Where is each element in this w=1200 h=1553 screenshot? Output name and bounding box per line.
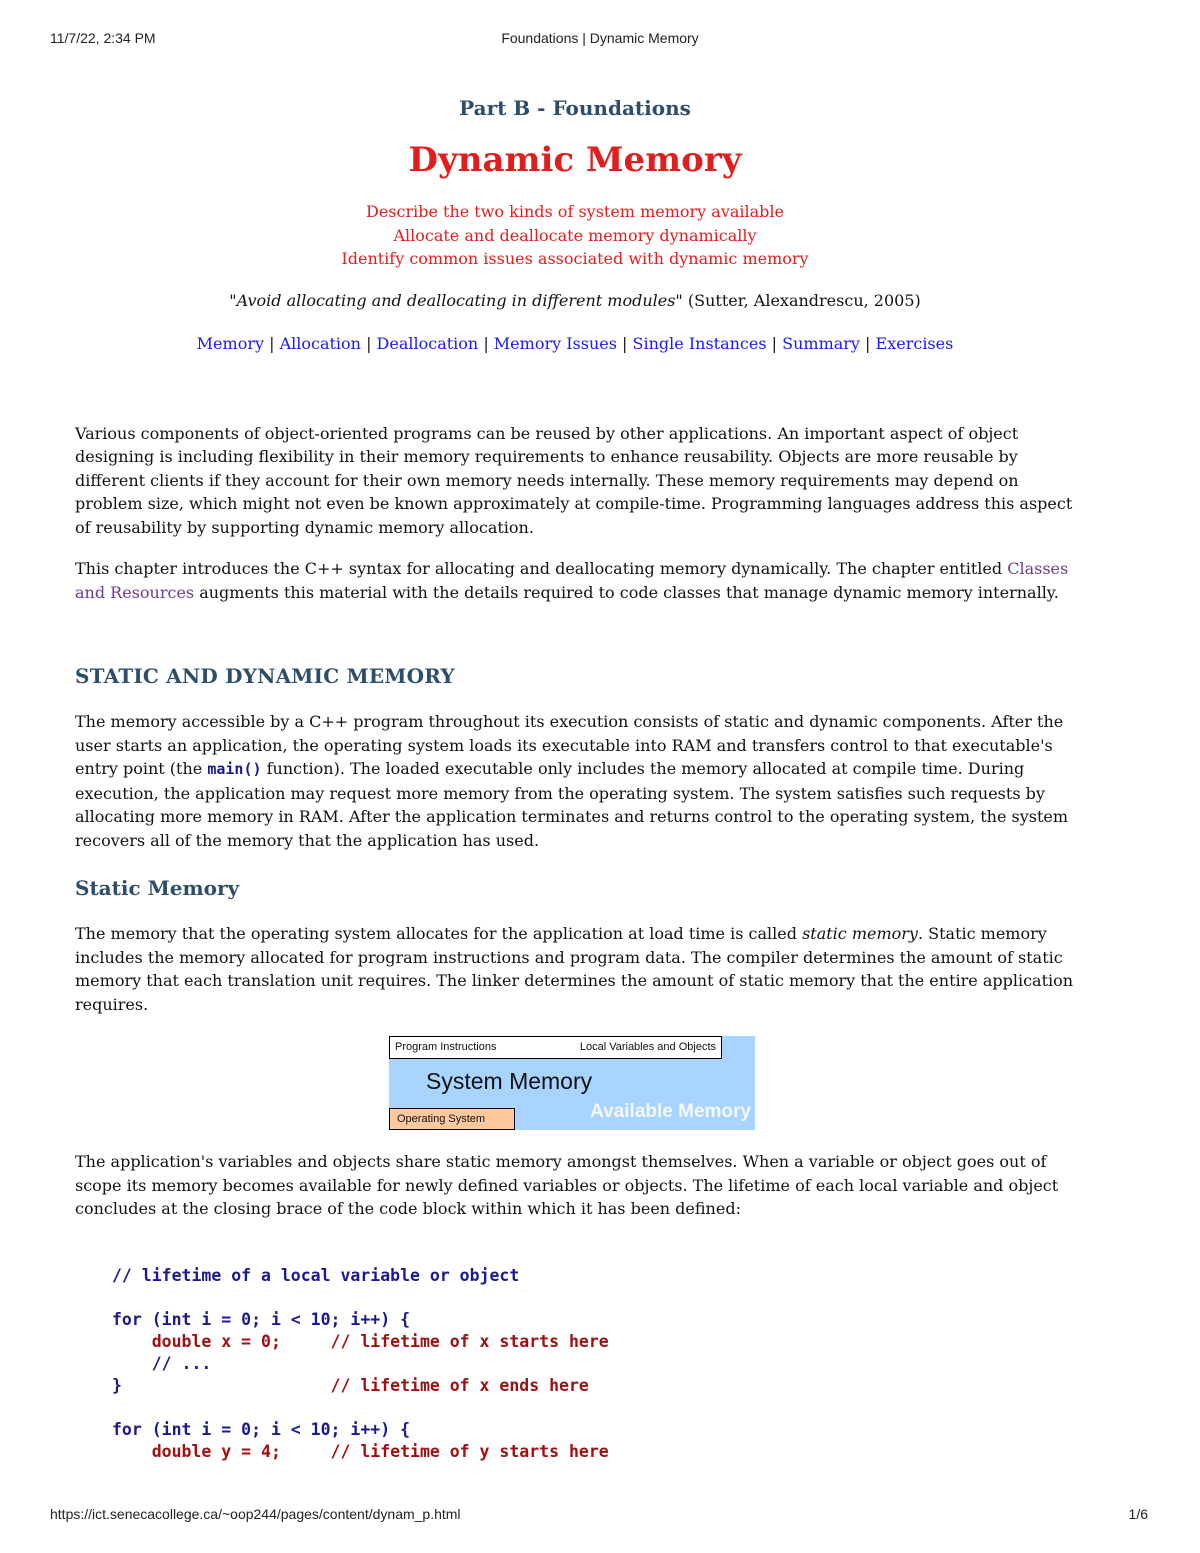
intro-paragraph: Various components of object-oriented programs can be reused by other applications. An important aspect of object designing is including flexibility in their memory requirements to enhance reusability. Objects are more reusable by different clients if they account for their own memory needs internally. These memory requirements may depend on problem size, which might not even be known approximately at compile-time. Programming languages address this aspect of reusability by supporting dynamic memory allocation. xyxy=(75,423,1073,537)
nav-link-memory[interactable]: Memory xyxy=(196,333,265,353)
static-dynamic-paragraph xyxy=(75,710,1075,852)
code-text: } xyxy=(112,1375,331,1395)
page-title: Dynamic Memory xyxy=(408,140,742,180)
operating-system-box xyxy=(389,1108,515,1130)
page-content xyxy=(75,96,1075,1463)
chapter-nav: Memory | Allocation | Deallocation | Memory Issues | Single Instances | Summary | Exercises xyxy=(196,333,954,353)
objective-item: Describe the two kinds of system memory available xyxy=(365,202,784,221)
nav-link-memory-issues[interactable]: Memory Issues xyxy=(493,333,617,353)
code-line: // lifetime of a local variable or object xyxy=(112,1265,520,1285)
code-line xyxy=(112,1375,1075,1397)
code-text: double x = 0; xyxy=(112,1331,331,1351)
learning-objectives xyxy=(75,200,1075,271)
print-header xyxy=(0,30,1200,50)
nav-link-allocation[interactable]: Allocation xyxy=(279,333,361,353)
page-number: 1/6 xyxy=(1128,1506,1148,1522)
code-comment: // lifetime of x starts here xyxy=(330,1331,609,1351)
quote-text: "Avoid allocating and deallocating in different modules" xyxy=(229,290,683,310)
quote-citation: (Sutter, Alexandrescu, 2005) xyxy=(682,290,921,310)
classes-and-resources-link[interactable]: Classes and Resources xyxy=(75,559,1069,602)
text-span: This chapter introduces the C++ syntax for allocating and deallocating memory dynamically. The chapter entitled xyxy=(75,559,1008,578)
intro-paragraph-2 xyxy=(75,557,1075,604)
diagram-title: System Memory xyxy=(426,1068,593,1094)
text-span: function). The loaded executable only includes the memory allocated at compile time. During execution, the application may request more memory from the operating system. The system satisfies such requests by allocating more memory in RAM. After the application terminates and returns control to the operating system, the system recovers all of the memory that the application has used. xyxy=(75,759,1069,850)
nav-link-deallocation[interactable]: Deallocation xyxy=(376,333,479,353)
lifetime-paragraph: The application's variables and objects share static memory amongst themselves. When a variable or object goes out of scope its memory becomes available for newly defined variables or objects. The lifetime of each local variable and object concludes at the closing brace of the code block within which it has been defined: xyxy=(75,1152,1059,1218)
program-instructions-bar xyxy=(389,1036,722,1059)
inline-code: main() xyxy=(207,760,262,778)
diagram-label: Operating System xyxy=(397,1113,486,1125)
emphasis: static memory xyxy=(802,924,918,943)
code-line: // ... xyxy=(112,1353,212,1373)
code-text: double y = 4; xyxy=(112,1441,331,1461)
print-title: Foundations | Dynamic Memory xyxy=(501,30,699,46)
diagram-label: Program Instructions xyxy=(395,1041,497,1053)
section-heading: STATIC AND DYNAMIC MEMORY xyxy=(75,664,455,688)
text-span: . Static memory includes the memory allocated for program instructions and program data. The compiler determines the amount of static memory that each translation unit requires. The linker determines the amount of static memory that the entire application requires. xyxy=(75,924,1074,1014)
available-memory-label: Available Memory xyxy=(590,1101,751,1122)
code-block xyxy=(112,1265,1075,1463)
objective-item: Allocate and deallocate memory dynamically xyxy=(393,225,757,245)
code-line xyxy=(112,1441,1075,1463)
text-span: The memory that the operating system allocates for the application at load time is called xyxy=(75,924,803,943)
nav-link-single-instances[interactable]: Single Instances xyxy=(632,333,767,353)
text-span: augments this material with the details required to code classes that manage dynamic memory internally. xyxy=(194,582,1059,602)
nav-link-summary[interactable]: Summary xyxy=(782,333,860,353)
objective-item: Identify common issues associated with dynamic memory xyxy=(341,249,809,268)
code-comment: // lifetime of y starts here xyxy=(330,1441,609,1461)
code-line: for (int i = 0; i < 10; i++) { xyxy=(112,1419,411,1439)
system-memory-diagram xyxy=(389,1036,755,1130)
print-datetime: 11/7/22, 2:34 PM xyxy=(50,30,156,46)
part-title: Part B - Foundations xyxy=(459,96,691,120)
code-line xyxy=(112,1331,1075,1353)
code-line: for (int i = 0; i < 10; i++) { xyxy=(112,1309,411,1329)
text-span: The memory accessible by a C++ program throughout its execution consists of static and dynamic components. After the user starts an application, the operating system loads its executable into RAM and transfers control to that executable's entry point (the xyxy=(75,712,1064,778)
epigraph-quote xyxy=(75,291,1075,315)
subsection-heading: Static Memory xyxy=(75,876,240,900)
diagram-label: Local Variables and Objects xyxy=(579,1041,716,1053)
nav-link-exercises[interactable]: Exercises xyxy=(875,333,954,353)
code-comment: // lifetime of x ends here xyxy=(330,1375,589,1395)
static-memory-paragraph xyxy=(75,922,1075,1016)
print-url: https://ict.senecacollege.ca/~oop244/pages/content/dynam_p.html xyxy=(50,1506,461,1522)
print-footer xyxy=(0,1506,1200,1526)
